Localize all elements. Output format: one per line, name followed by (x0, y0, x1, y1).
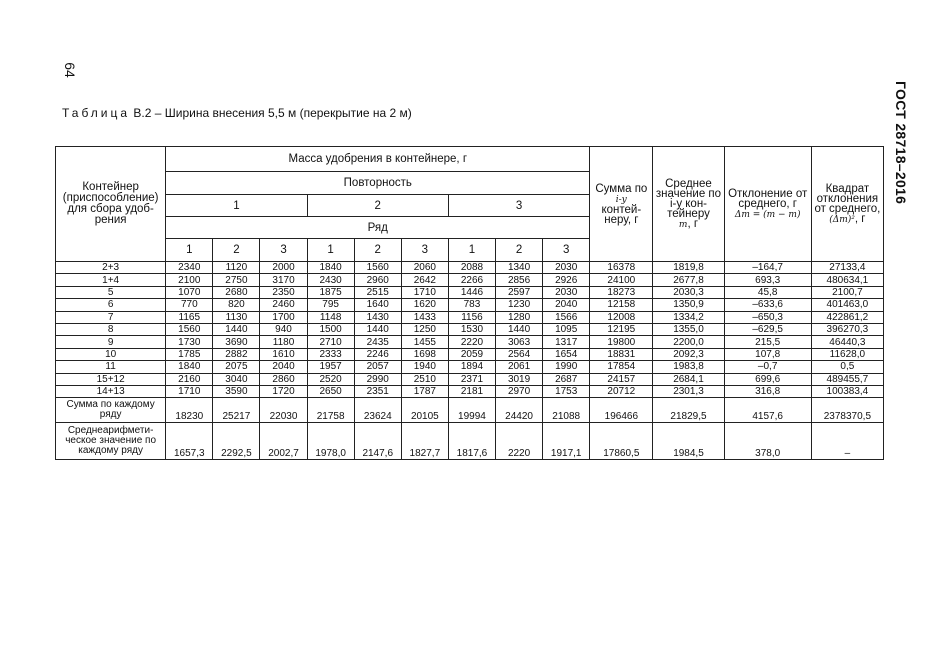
table-cell: 2430 (307, 274, 354, 286)
table-cell: 2378370,5 (811, 398, 883, 423)
table-cell: 21829,5 (653, 398, 724, 423)
table-cell: 1827,7 (401, 423, 448, 460)
table-cell: 18230 (166, 398, 213, 423)
table-cell: 378,0 (724, 423, 811, 460)
table-cell: 19800 (590, 336, 653, 348)
table-cell: –633,6 (724, 299, 811, 311)
square-header (811, 147, 883, 262)
table-cell: 2970 (496, 385, 543, 397)
table-cell: 1130 (213, 311, 260, 323)
table-cell: 2088 (448, 262, 495, 274)
deviation-formula: Δm = (m − m) (734, 209, 801, 220)
rep-header: 2 (307, 195, 448, 217)
container-label: 7 (56, 311, 166, 323)
table-cell: 1710 (401, 286, 448, 298)
row-number-header: 1 (307, 239, 354, 262)
table-cell: 1440 (496, 323, 543, 335)
table-cell: 12195 (590, 323, 653, 335)
table-cell: 3040 (213, 373, 260, 385)
table-cell: 2520 (307, 373, 354, 385)
table-cell: –650,3 (724, 311, 811, 323)
table-cell: 1280 (496, 311, 543, 323)
table-cell: 480634,1 (811, 274, 883, 286)
row-number-header: 2 (213, 239, 260, 262)
data-table (55, 146, 884, 460)
table-cell: 1978,0 (307, 423, 354, 460)
container-label: 14+13 (56, 385, 166, 397)
table-cell: 820 (213, 299, 260, 311)
table-cell: 1566 (543, 311, 590, 323)
page-number: 64 (61, 62, 78, 78)
table-row (56, 361, 884, 373)
table-cell: 1730 (166, 336, 213, 348)
table-cell: 3019 (496, 373, 543, 385)
table-cell: 2030,3 (653, 286, 724, 298)
deviation-header-a: Отклонение от среднего, г (728, 187, 808, 210)
table-cell: 770 (166, 299, 213, 311)
table-cell: 396270,3 (811, 323, 883, 335)
table-cell: 1990 (543, 361, 590, 373)
container-label: 10 (56, 348, 166, 360)
table-cell: 2060 (401, 262, 448, 274)
table-cell: 20105 (401, 398, 448, 423)
rep-header: 3 (448, 195, 589, 217)
table-cell: 2650 (307, 385, 354, 397)
table-cell: 2510 (401, 373, 448, 385)
table-cell: 1917,1 (543, 423, 590, 460)
table-cell: 27133,4 (811, 262, 883, 274)
table-cell: 1753 (543, 385, 590, 397)
table-row (56, 336, 884, 348)
table-cell: 2350 (260, 286, 307, 298)
table-cell: 795 (307, 299, 354, 311)
table-cell: 1560 (354, 262, 401, 274)
table-cell: 1250 (401, 323, 448, 335)
table-cell: 17860,5 (590, 423, 653, 460)
mean-header (653, 147, 724, 262)
table-cell: 2100,7 (811, 286, 883, 298)
table-cell: 401463,0 (811, 299, 883, 311)
repetition-header: Повторность (166, 172, 590, 195)
table-cell: 693,3 (724, 274, 811, 286)
table-cell: 2160 (166, 373, 213, 385)
table-cell: 16378 (590, 262, 653, 274)
table-cell: 2057 (354, 361, 401, 373)
table-cell: 2351 (354, 385, 401, 397)
table-cell: 3590 (213, 385, 260, 397)
table-cell: 2684,1 (653, 373, 724, 385)
table-cell: 19994 (448, 398, 495, 423)
sum-header (590, 147, 653, 262)
table-cell: 2882 (213, 348, 260, 360)
table-cell: 1894 (448, 361, 495, 373)
table-cell: 783 (448, 299, 495, 311)
table-cell: 24420 (496, 398, 543, 423)
table-cell: 1720 (260, 385, 307, 397)
table-cell: 2340 (166, 262, 213, 274)
square-formula: (Δm)² (829, 214, 855, 225)
table-cell: 45,8 (724, 286, 811, 298)
table-cell: 2677,8 (653, 274, 724, 286)
table-cell: 2856 (496, 274, 543, 286)
row-number-header: 2 (496, 239, 543, 262)
table-cell: 100383,4 (811, 385, 883, 397)
table-cell: 1620 (401, 299, 448, 311)
table-row (56, 373, 884, 385)
table-row (56, 286, 884, 298)
mean-unit: , г (687, 217, 699, 230)
container-label: 8 (56, 323, 166, 335)
table-cell: 1180 (260, 336, 307, 348)
table-cell: 1430 (354, 311, 401, 323)
container-label: 9 (56, 336, 166, 348)
caption-text: В.2 – Ширина внесения 5,5 м (перекрытие на 2 м) (130, 106, 412, 120)
table-cell: 2030 (543, 286, 590, 298)
table-cell: 2075 (213, 361, 260, 373)
table-cell: 2642 (401, 274, 448, 286)
table-cell: 1710 (166, 385, 213, 397)
sum-header-a: Сумма по (595, 182, 648, 195)
container-label: 6 (56, 299, 166, 311)
table-cell: 2030 (543, 262, 590, 274)
table-cell: 2266 (448, 274, 495, 286)
mean-header-a: Среднее значение по i-у кон-тейнеру (655, 177, 722, 220)
table-cell: 2860 (260, 373, 307, 385)
table-cell: 2960 (354, 274, 401, 286)
sum-header-b: i-у (615, 194, 627, 205)
table-cell: 22030 (260, 398, 307, 423)
table-cell: 1440 (213, 323, 260, 335)
table-cell: 1148 (307, 311, 354, 323)
table-cell: 215,5 (724, 336, 811, 348)
table-cell: 25217 (213, 398, 260, 423)
row-number-header: 3 (260, 239, 307, 262)
table-cell: 2926 (543, 274, 590, 286)
table-cell: 17854 (590, 361, 653, 373)
table-cell: 1819,8 (653, 262, 724, 274)
table-cell: 1317 (543, 336, 590, 348)
table-cell: 21088 (543, 398, 590, 423)
table-cell: 2990 (354, 373, 401, 385)
table-cell: 2246 (354, 348, 401, 360)
table-cell: 1610 (260, 348, 307, 360)
sum-header-c: контей-неру, г (601, 203, 642, 226)
sum-row-label: Сумма по каждому ряду (56, 398, 166, 423)
average-row-label: Среднеарифмети-ческое значение по каждому ряду (56, 423, 166, 460)
table-cell: 11628,0 (811, 348, 883, 360)
table-cell: 0,5 (811, 361, 883, 373)
row-number-header: 2 (354, 239, 401, 262)
table-cell: –629,5 (724, 323, 811, 335)
table-cell: 1500 (307, 323, 354, 335)
caption-prefix: Таблица (62, 106, 131, 120)
table-cell: 1455 (401, 336, 448, 348)
container-label: 5 (56, 286, 166, 298)
table-cell: 1957 (307, 361, 354, 373)
table-cell: 1657,3 (166, 423, 213, 460)
table-cell: 1446 (448, 286, 495, 298)
table-cell: 1440 (354, 323, 401, 335)
table-cell: 2002,7 (260, 423, 307, 460)
table-cell: 12008 (590, 311, 653, 323)
rep-header: 1 (166, 195, 307, 217)
table-cell: 2059 (448, 348, 495, 360)
row-label-header: Ряд (166, 217, 590, 239)
row-number-header: 1 (448, 239, 495, 262)
table-cell: 3690 (213, 336, 260, 348)
table-cell: 2040 (260, 361, 307, 373)
table-cell: 2597 (496, 286, 543, 298)
table-cell: 1530 (448, 323, 495, 335)
table-cell: 2220 (496, 423, 543, 460)
table-cell: 1654 (543, 348, 590, 360)
table-cell: 1698 (401, 348, 448, 360)
standard-code: ГОСТ 28718–2016 (893, 81, 909, 205)
table-cell: 2435 (354, 336, 401, 348)
container-label: 1+4 (56, 274, 166, 286)
table-cell: 1700 (260, 311, 307, 323)
table-cell: 2333 (307, 348, 354, 360)
row-number-header: 3 (401, 239, 448, 262)
table-cell: 3063 (496, 336, 543, 348)
table-cell: 2371 (448, 373, 495, 385)
table-cell: 1120 (213, 262, 260, 274)
table-cell: 24100 (590, 274, 653, 286)
table-cell: –164,7 (724, 262, 811, 274)
table-cell: 2515 (354, 286, 401, 298)
table-cell: 2181 (448, 385, 495, 397)
table-cell: 2092,3 (653, 348, 724, 360)
table-cell: 2147,6 (354, 423, 401, 460)
table-cell: 12158 (590, 299, 653, 311)
table-cell: 2460 (260, 299, 307, 311)
table-cell: 1334,2 (653, 311, 724, 323)
table-row (56, 262, 884, 274)
table-row (56, 348, 884, 360)
table-row (56, 323, 884, 335)
table-cell: 1156 (448, 311, 495, 323)
square-unit: , г (854, 212, 866, 225)
table-cell: 196466 (590, 398, 653, 423)
table-cell: 2220 (448, 336, 495, 348)
table-cell: 1817,6 (448, 423, 495, 460)
container-label: 11 (56, 361, 166, 373)
mean-symbol: m (678, 219, 688, 230)
table-cell: –0,7 (724, 361, 811, 373)
table-cell: 1560 (166, 323, 213, 335)
table-row (56, 385, 884, 397)
table-cell: – (811, 423, 883, 460)
container-label: 15+12 (56, 373, 166, 385)
table-cell: 2687 (543, 373, 590, 385)
table-cell: 2750 (213, 274, 260, 286)
table-caption (62, 106, 412, 120)
square-header-a: Квадрат отклонения от среднего, (814, 182, 881, 215)
table-cell: 1983,8 (653, 361, 724, 373)
table-cell: 489455,7 (811, 373, 883, 385)
table-cell: 699,6 (724, 373, 811, 385)
table-cell: 422861,2 (811, 311, 883, 323)
table-cell: 1095 (543, 323, 590, 335)
table-row (56, 274, 884, 286)
table-cell: 107,8 (724, 348, 811, 360)
table-cell: 2100 (166, 274, 213, 286)
average-row (56, 423, 884, 460)
table-cell: 1875 (307, 286, 354, 298)
table-cell: 1165 (166, 311, 213, 323)
table-cell: 316,8 (724, 385, 811, 397)
row-number-header: 3 (543, 239, 590, 262)
table-cell: 2301,3 (653, 385, 724, 397)
table-cell: 1350,9 (653, 299, 724, 311)
table-cell: 2061 (496, 361, 543, 373)
table-cell: 2680 (213, 286, 260, 298)
table-cell: 1230 (496, 299, 543, 311)
table-cell: 1984,5 (653, 423, 724, 460)
table-cell: 1355,0 (653, 323, 724, 335)
table-cell: 21758 (307, 398, 354, 423)
table-cell: 1433 (401, 311, 448, 323)
table-cell: 1785 (166, 348, 213, 360)
table-cell: 1640 (354, 299, 401, 311)
table-cell: 1840 (166, 361, 213, 373)
table-row (56, 299, 884, 311)
table-row (56, 311, 884, 323)
table-cell: 940 (260, 323, 307, 335)
table-cell: 1940 (401, 361, 448, 373)
table-cell: 4157,6 (724, 398, 811, 423)
table-cell: 2040 (543, 299, 590, 311)
container-label: 2+3 (56, 262, 166, 274)
table-cell: 18273 (590, 286, 653, 298)
table-cell: 3170 (260, 274, 307, 286)
table-cell: 2564 (496, 348, 543, 360)
table-cell: 2710 (307, 336, 354, 348)
table-cell: 2000 (260, 262, 307, 274)
table-cell: 2292,5 (213, 423, 260, 460)
table-cell: 18831 (590, 348, 653, 360)
row-number-header: 1 (166, 239, 213, 262)
table-cell: 24157 (590, 373, 653, 385)
deviation-header (724, 147, 811, 262)
table-cell: 1070 (166, 286, 213, 298)
table-cell: 20712 (590, 385, 653, 397)
sum-row (56, 398, 884, 423)
container-header: Контейнер (приспособление) для сбора удоб-рения (56, 147, 166, 262)
table-cell: 2200,0 (653, 336, 724, 348)
table-cell: 1340 (496, 262, 543, 274)
table-cell: 23624 (354, 398, 401, 423)
table-cell: 46440,3 (811, 336, 883, 348)
table-cell: 1840 (307, 262, 354, 274)
mass-header: Масса удобрения в контейнере, г (166, 147, 590, 172)
table-cell: 1787 (401, 385, 448, 397)
